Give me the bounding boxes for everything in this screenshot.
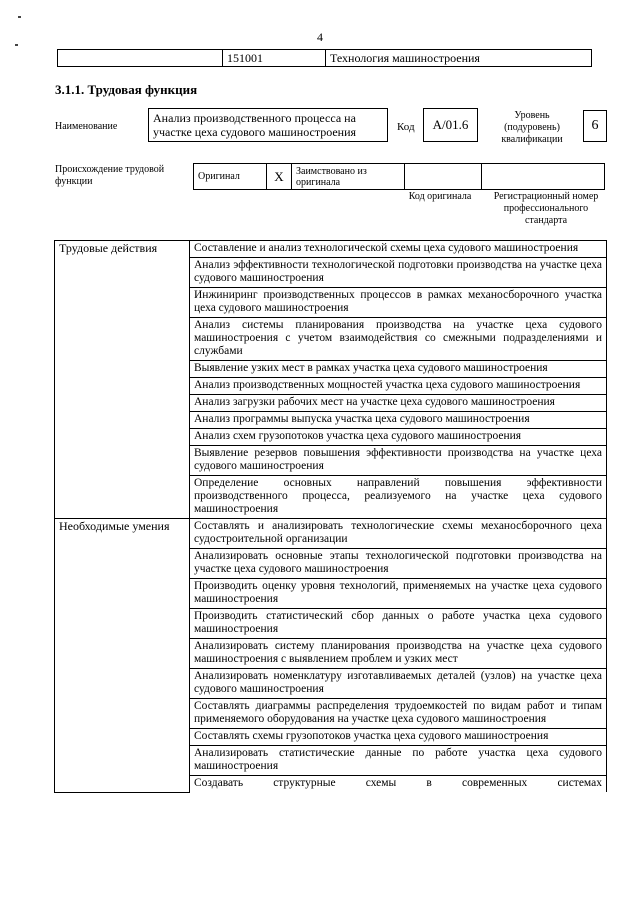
skill-item: Составлять схемы грузопотоков участка цеха судового машиностроения	[190, 729, 607, 746]
skill-item: Производить оценку уровня технологий, применяемых на участке цеха судового машиностроения	[190, 579, 607, 609]
scan-speck	[18, 16, 21, 18]
page-number: 4	[317, 30, 323, 44]
function-code-value: А/01.6	[423, 108, 478, 142]
labor-action-item: Анализ эффективности технологической подготовки производства на участке цеха судового машиностроения	[190, 258, 607, 288]
skill-item: Составлять диаграммы распределения трудоемкостей по видам работ и типам применяемого оборудования на участке цеха судового машиностроения	[190, 699, 607, 729]
empty-cell	[58, 50, 223, 67]
skill-item: Производить статистический сбор данных о работе участка цеха судового машиностроения	[190, 609, 607, 639]
labor-action-item: Определение основных направлений повышения эффективности производственного процесса, реализуемого на участке цеха судового машиностроения	[190, 476, 607, 519]
level-value: 6	[583, 110, 607, 142]
level-label: Уровень (подуровень) квалификации	[501, 110, 563, 145]
labor-action-item: Анализ загрузки рабочих мест на участке цеха судового машиностроения	[190, 395, 607, 412]
origin-table	[193, 163, 605, 190]
labor-action-item: Анализ производственных мощностей участка цеха судового машиностроения	[190, 378, 607, 395]
labor-action-item: Инжиниринг производственных процессов в рамках механосборочного участка цеха судового машиностроения	[190, 288, 607, 318]
reg-number-cell	[482, 164, 605, 190]
skill-item: Создавать структурные схемы в современных системах	[190, 776, 607, 793]
specialty-code: 151001	[223, 50, 326, 67]
function-details-table	[54, 240, 607, 793]
reg-number-label: Регистрационный номер профессионального стандарта	[493, 191, 599, 226]
labor-action-item: Составление и анализ технологической схемы цеха судового машиностроения	[190, 241, 607, 258]
origin-label: Происхождение трудовой функции	[55, 164, 165, 187]
name-label: Наименование	[55, 121, 118, 132]
original-label: Оригинал	[194, 164, 267, 190]
section-title: 3.1.1. Трудовая функция	[55, 82, 198, 97]
labor-action-item: Анализ системы планирования производства на участке цеха судового машиностроения с учетом взаимодействия со смежными подразделениями и службами	[190, 318, 607, 361]
labor-actions-title: Трудовые действия	[55, 241, 190, 519]
labor-action-item: Анализ программы выпуска участка цеха судового машиностроения	[190, 412, 607, 429]
code-label: Код	[397, 121, 415, 133]
skill-item: Составлять и анализировать технологические схемы механосборочного цеха судостроительной организации	[190, 519, 607, 549]
function-name-value: Анализ производственного процесса на участке цеха судового машиностроения	[148, 108, 388, 142]
specialty-name: Технология машиностроения	[326, 50, 592, 67]
code-original-cell	[405, 164, 482, 190]
skill-item: Анализировать номенклатуру изготавливаемых деталей (узлов) на участке цеха судового машиностроения	[190, 669, 607, 699]
header-code-table	[57, 49, 592, 67]
original-mark: X	[267, 164, 292, 190]
skill-item: Анализировать основные этапы технологической подготовки производства на участке цеха судового машиностроения	[190, 549, 607, 579]
labor-action-item: Выявление резервов повышения эффективности производства на участке цеха судового машиностроения	[190, 446, 607, 476]
skill-item: Анализировать систему планирования производства на участке цеха судового машиностроения с выявлением проблем и узких мест	[190, 639, 607, 669]
skill-item: Анализировать статистические данные по работе участка цеха судового машиностроения	[190, 746, 607, 776]
labor-action-item: Анализ схем грузопотоков участка цеха судового машиностроения	[190, 429, 607, 446]
skills-title: Необходимые умения	[55, 519, 190, 793]
borrowed-label: Заимствовано из оригинала	[292, 164, 405, 190]
code-original-label: Код оригинала	[408, 191, 472, 202]
labor-action-item: Выявление узких мест в рамках участка цеха судового машиностроения	[190, 361, 607, 378]
